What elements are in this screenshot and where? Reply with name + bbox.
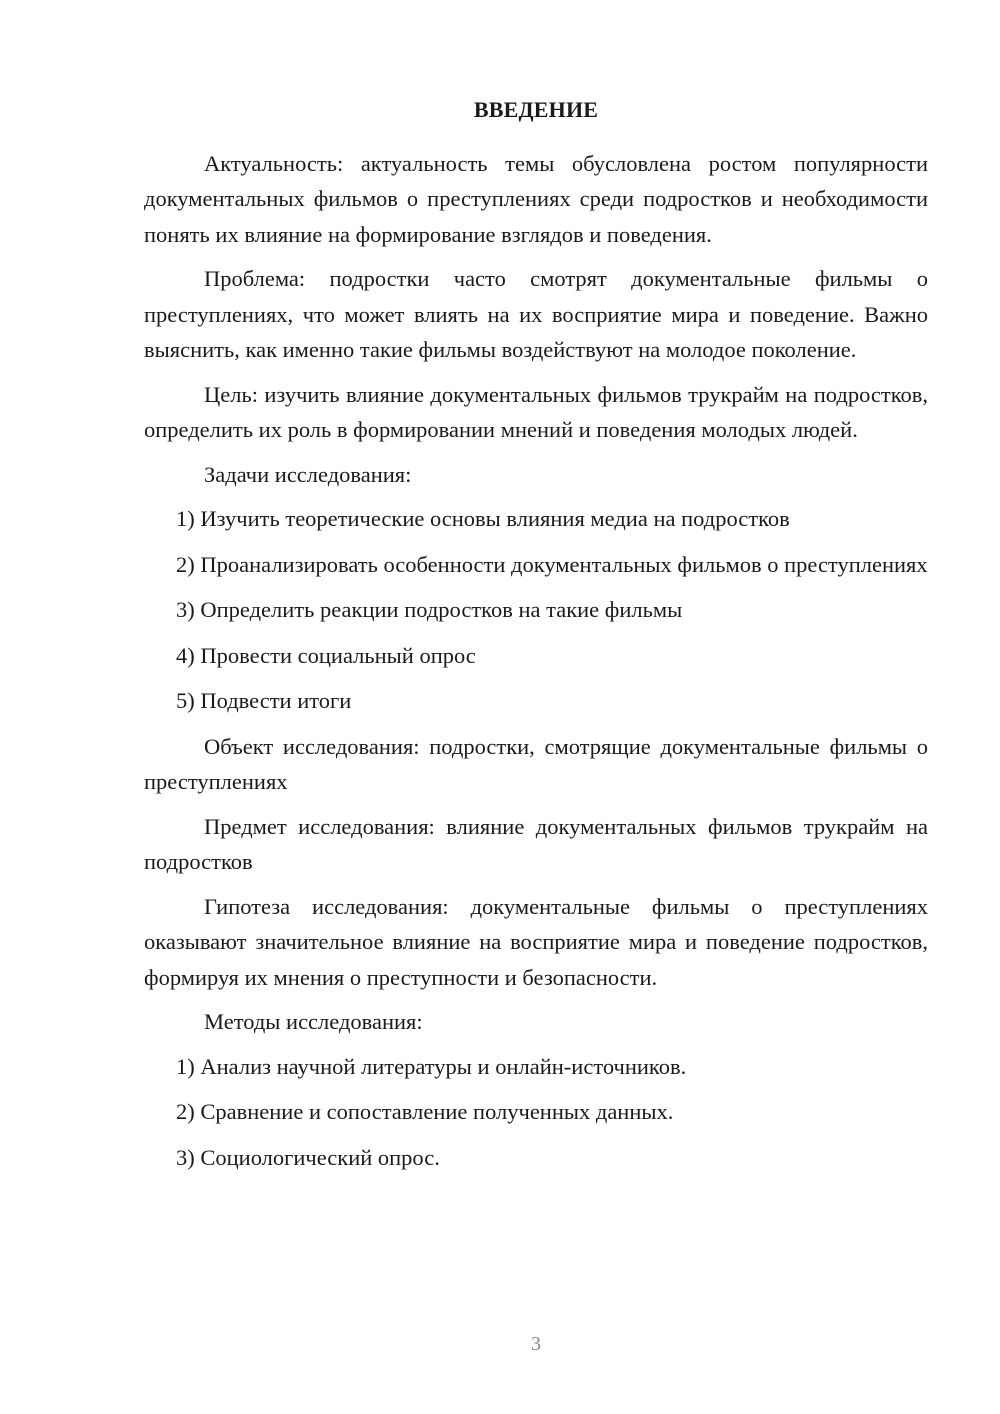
task-item-4: 4) Провести социальный опрос xyxy=(176,642,476,668)
methods-heading: Методы исследования: xyxy=(204,1009,423,1034)
relevance-paragraph: Актуальность: актуальность темы обусловлена ростом популярности документальных фильмов о преступлениях среди подростков и необходимости понять их влияние на формирование взглядов и поведения. xyxy=(144,150,928,247)
task-item-1: 1) Изучить теоретические основы влияния медиа на подростков xyxy=(176,506,790,531)
method-item-1: 1) Анализ научной литературы и онлайн-источников. xyxy=(176,1053,687,1079)
task-item-5: 5) Подвести итоги xyxy=(176,688,352,713)
subject-paragraph: Предмет исследования: влияние документальных фильмов трукрайм на подростков xyxy=(144,813,928,874)
page-heading: ВВЕДЕНИЕ xyxy=(473,97,599,122)
method-item-3: 3) Социологический опрос. xyxy=(176,1144,440,1170)
hypothesis-paragraph: Гипотеза исследования: документальные фильмы о преступлениях оказывают значительное влияние на восприятие мира и поведение подростков, формируя их мнения о преступности и безопасности. xyxy=(144,893,928,990)
object-paragraph: Объект исследования: подростки, смотрящие документальные фильмы о преступлениях xyxy=(144,733,928,794)
tasks-heading: Задачи исследования: xyxy=(204,461,412,487)
problem-paragraph: Проблема: подростки часто смотрят документальные фильмы о преступлениях, что может влиять на их восприятие мира и поведение. Важно выяснить, как именно такие фильмы воздействуют на молодое поколение. xyxy=(144,266,928,362)
method-item-2: 2) Сравнение и сопоставление полученных данных. xyxy=(176,1099,674,1124)
task-item-3: 3) Определить реакции подростков на такие фильмы xyxy=(176,597,683,622)
page-number: 3 xyxy=(531,1333,541,1355)
goal-paragraph: Цель: изучить влияние документальных фильмов трукрайм на подростков, определить их роль в формировании мнений и поведения молодых людей. xyxy=(144,381,928,442)
task-item-2: 2) Проанализировать особенности документальных фильмов о преступлениях xyxy=(176,551,928,577)
page-content xyxy=(144,92,928,1185)
